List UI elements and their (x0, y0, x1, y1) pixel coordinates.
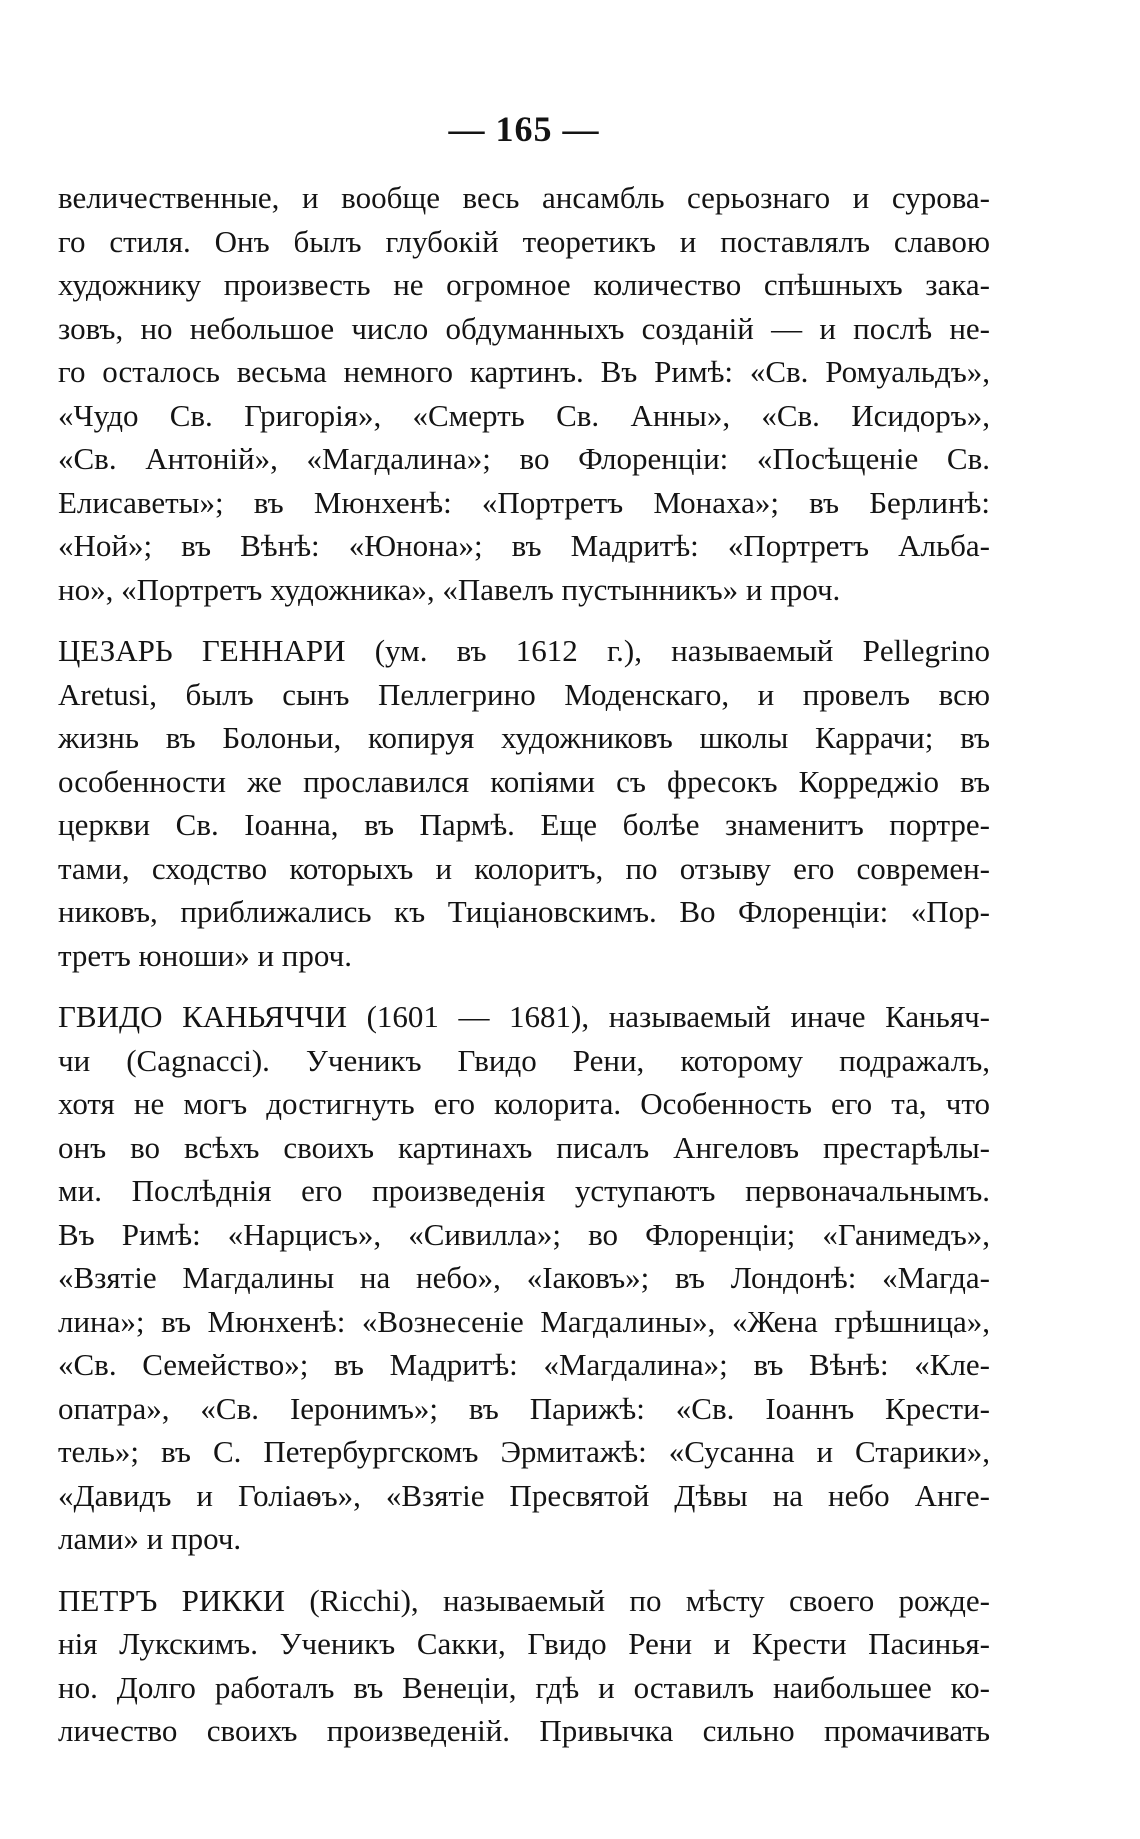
text-line: тель»; въ С. Петербургскомъ Эрмитажѣ: «Сусанна и Старики», (58, 1434, 990, 1469)
text-line: «Св. Антоній», «Магдалина»; во Флоренціи: «Посѣщеніе Св. (58, 441, 990, 476)
text-line: ми. Послѣднія его произведенія уступаютъ первоначальнымъ. (58, 1173, 990, 1208)
text-line: чи (Cagnacci). Ученикъ Гвидо Рени, которому подражалъ, (58, 1042, 990, 1078)
text-line: лина»; въ Мюнхенѣ: «Вознесеніе Магдалины», «Жена грѣшница», (58, 1303, 990, 1339)
text-line: хотя не могъ достигнуть его колорита. Особенность его та, что (58, 1086, 990, 1121)
text-line: ЦЕЗАРЬ ГЕННАРИ (ум. въ 1612 г.), называемый Pellegrino (58, 633, 990, 668)
text-line: никовъ, приближались къ Тиціановскимъ. Во Флоренціи: «Пор- (58, 894, 990, 929)
text-line: особенности же прославился копіями съ фресокъ Корреджіо въ (58, 763, 990, 799)
text-line: «Взятіе Магдалины на небо», «Іаковъ»; въ Лондонѣ: «Магда- (58, 1260, 990, 1295)
text-line: но. Долго работалъ въ Венеціи, гдѣ и оставилъ наибольшее ко- (58, 1669, 990, 1705)
text-line: ПЕТРЪ РИККИ (Ricchi), называемый по мѣсту своего рожде- (58, 1582, 990, 1618)
text-line: «Ной»; въ Вѣнѣ: «Юнона»; въ Мадритѣ: «Портретъ Альба- (58, 528, 990, 563)
text-line: го осталось весьма немного картинъ. Въ Римѣ: «Св. Ромуальдъ», (58, 354, 990, 389)
text-line: жизнь въ Болоньи, копируя художниковъ школы Каррачи; въ (58, 720, 990, 755)
text-line: зовъ, но небольшое число обдуманныхъ созданій — и послѣ не- (58, 310, 990, 346)
text-line: но», «Портретъ художника», «Павелъ пустынникъ» и проч. (58, 571, 841, 607)
text-line: нія Лукскимъ. Ученикъ Сакки, Гвидо Рени и Крести Пасинья- (58, 1626, 990, 1661)
text-line: личество своихъ произведеній. Привычка сильно промачивать (58, 1713, 990, 1748)
paragraph-guercino-continuation (58, 176, 990, 611)
text-line: церкви Св. Іоанна, въ Пармѣ. Еще болѣе знаменитъ портре- (58, 807, 990, 842)
text-line: «Св. Семейство»; въ Мадритѣ: «Магдалина»; въ Вѣнѣ: «Кле- (58, 1347, 990, 1382)
text-line: величественные, и вообще весь ансамбль серьознаго и сурова- (58, 180, 990, 215)
paragraph-guido-cagnacci (58, 995, 990, 1561)
text-line: Елисаветы»; въ Мюнхенѣ: «Портретъ Монаха»; въ Берлинѣ: (58, 484, 990, 520)
text-line: третъ юноши» и проч. (58, 937, 352, 973)
text-line: ГВИДО КАНЬЯЧЧИ (1601 — 1681), называемый иначе Каньяч- (58, 999, 990, 1034)
paragraph-pietro-ricchi (58, 1579, 990, 1753)
text-line: Въ Римѣ: «Нарцисъ», «Сивилла»; во Флоренціи; «Ганимедъ», (58, 1216, 990, 1252)
text-line: онъ во всѣхъ своихъ картинахъ писалъ Ангеловъ престарѣлы- (58, 1129, 990, 1165)
text-line: тами, сходство которыхъ и колоритъ, по отзыву его современ- (58, 850, 990, 886)
text-line: опатра», «Св. Іеронимъ»; въ Парижѣ: «Св. Іоаннъ Крести- (58, 1390, 990, 1426)
paragraph-cesare-gennari (58, 629, 990, 977)
text-line: го стиля. Онъ былъ глубокій теоретикъ и поставлялъ славою (58, 223, 990, 259)
page-number: — 165 — (448, 109, 600, 149)
text-line: «Чудо Св. Григорія», «Смерть Св. Анны», «Св. Исидоръ», (58, 397, 990, 433)
text-line: Aretusi, былъ сынъ Пеллегрино Моденскаго, и провелъ всю (58, 676, 990, 712)
text-line: лами» и проч. (58, 1521, 242, 1556)
text-line: художнику произвесть не огромное количество спѣшныхъ зака- (58, 267, 990, 302)
text-line: «Давидъ и Голіаѳъ», «Взятіе Пресвятой Дѣвы на небо Анге- (58, 1477, 990, 1513)
